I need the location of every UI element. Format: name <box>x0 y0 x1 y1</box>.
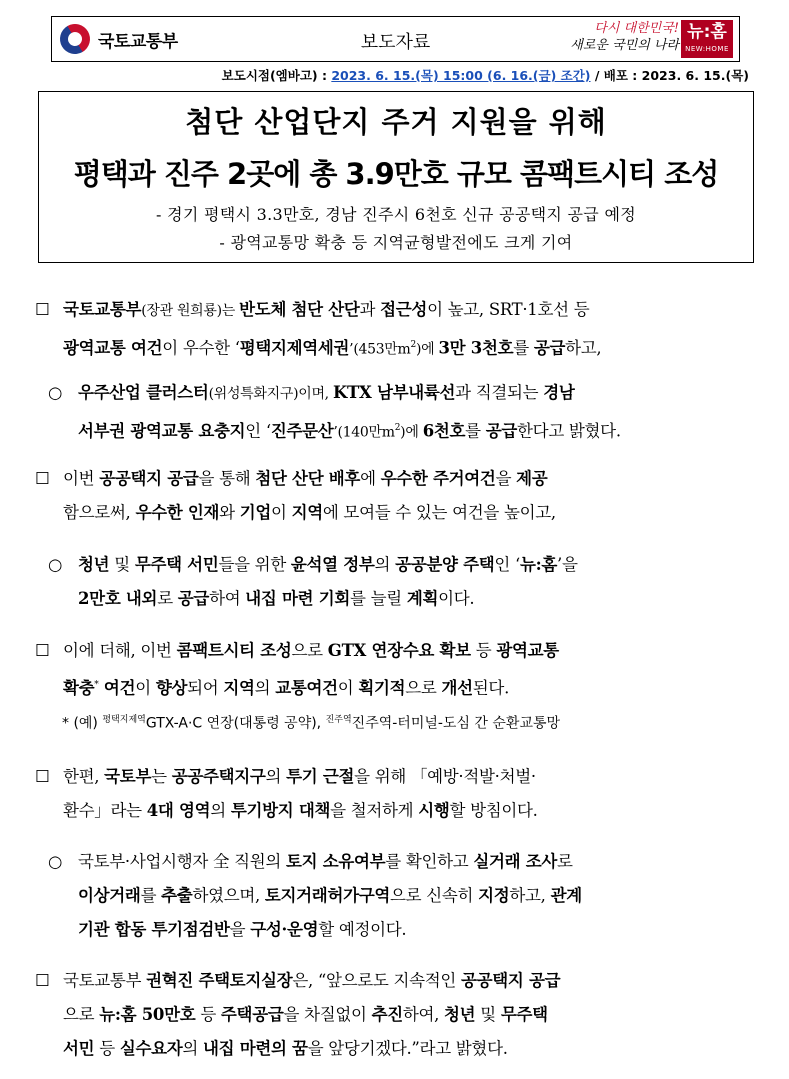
circle-bullet-icon: ○ <box>48 555 63 574</box>
newhome-logo <box>681 20 733 58</box>
paragraph-1 <box>35 293 755 367</box>
p8-line3: 서민 등 실수요자의 내집 마련의 꿈을 앞당기겠다.”라고 밝혔다. <box>63 1039 508 1058</box>
p1-line2: 광역교통 여건이 우수한 ‘평택지제역세권’(453만$m^2$)에 3만 3천호를 공급하고, <box>63 338 602 358</box>
square-bullet-icon: ☐ <box>35 641 50 660</box>
p2-line2: 서부권 광역교통 요충지인 ‘진주문산’(140만$m^2$)에 6천호를 공급한다고 밝혔다. <box>78 421 621 441</box>
p7-line2: 이상거래를 추출하였으며, 토지거래허가구역으로 신속히 지정하고, 관계 <box>78 886 582 905</box>
ministry-name: 국토교통부 <box>98 31 178 52</box>
circle-bullet-icon: ○ <box>48 383 63 402</box>
square-bullet-icon: ☐ <box>35 971 50 990</box>
circle-bullet-icon: ○ <box>48 852 63 871</box>
square-bullet-icon: ☐ <box>35 767 50 786</box>
doc-type: 보도자료 <box>360 32 431 53</box>
square-bullet-icon: ☐ <box>35 469 50 488</box>
paragraph-7 <box>48 845 755 947</box>
newhome-brand: 뉴:홈 <box>687 22 727 42</box>
newhome-brand-sub: NEW:HOME <box>685 45 729 53</box>
headline-1: 첨단 산업단지 주거 지원을 위해 <box>185 105 607 139</box>
paragraph-2 <box>48 376 755 450</box>
p4-line1: 청년 및 무주택 서민들을 위한 윤석열 정부의 공공분양 주택인 ‘뉴:홈’을 <box>78 555 578 574</box>
p8-line1: 국토교통부 권혁진 주택토지실장은, “앞으로도 지속적인 공공택지 공급 <box>63 971 561 990</box>
p7-line3: 기관 합동 투기점검반을 구성·운영할 예정이다. <box>78 920 407 939</box>
release-label: 보도시점(엠바고) : <box>221 68 332 83</box>
paragraph-4 <box>48 548 755 616</box>
p7-line1: 국토부·사업시행자 全 직원의 토지 소유여부를 확인하고 실거래 조사로 <box>78 852 573 871</box>
press-header <box>51 16 740 62</box>
distribution-date: / 배포 : 2023. 6. 15.(목) <box>590 68 749 83</box>
paragraph-3 <box>35 462 755 530</box>
p4-line2: 2만호 내외로 공급하여 내집 마련 기회를 늘릴 계획이다. <box>78 589 475 608</box>
headline-2: 평택과 진주 2곳에 총 3.9만호 규모 콤팩트시티 조성 <box>73 157 719 191</box>
embargo-time: 2023. 6. 15.(목) 15:00 (6. 16.(금) 조간) <box>331 68 591 83</box>
paragraph-8 <box>35 964 755 1066</box>
p5-line2: 확충* 여건이 향상되어 지역의 교통여건이 획기적으로 개선된다. <box>63 678 510 698</box>
slogan-line2: 새로운 국민의 나라 <box>570 38 679 53</box>
subheadline-1: - 경기 평택시 3.3만호, 경남 진주시 6천호 신규 공공택지 공급 예정 <box>156 205 636 224</box>
title-box <box>38 91 754 263</box>
p2-line1: 우주산업 클러스터(위성특화지구)이며, KTX 남부내륙선과 직결되는 경남 <box>78 383 575 402</box>
slogan-line1: 다시 대한민국! <box>594 21 679 36</box>
release-info <box>222 66 749 84</box>
p5-line1: 이에 더해, 이번 콤팩트시티 조성으로 GTX 연장수요 확보 등 광역교통 <box>63 641 559 660</box>
p6-line2: 환수」라는 4대 영역의 투기방지 대책을 철저하게 시행할 방침이다. <box>63 801 538 820</box>
paragraph-5 <box>35 634 755 706</box>
p6-line1: 한편, 국토부는 공공주택지구의 투기 근절을 위해 「예방·적발·처벌· <box>63 767 536 786</box>
slogan <box>549 20 679 54</box>
paragraph-6 <box>35 760 755 828</box>
p1-line1: 국토교통부(장관 원희룡)는 반도체 첨단 산단과 접근성이 높고, SRT·1호선 등 <box>63 300 590 319</box>
footnote: * (예) $^{평택지제역}$GTX-A·C 연장(대통령 공약), $^{진주역}$진주역-터미널-도심 간 순환교통망 <box>62 715 561 732</box>
p8-line2: 으로 뉴:홈 50만호 등 주택공급을 차질없이 추진하여, 청년 및 무주택 <box>63 1005 548 1024</box>
p3-line1: 이번 공공택지 공급을 통해 첨단 산단 배후에 우수한 주거여건을 제공 <box>63 469 548 488</box>
subheadline-2: - 광역교통망 확충 등 지역균형발전에도 크게 기여 <box>219 233 573 252</box>
p3-line2: 함으로써, 우수한 인재와 기업이 지역에 모여들 수 있는 여건을 높이고, <box>63 503 556 522</box>
square-bullet-icon: ☐ <box>35 300 50 319</box>
